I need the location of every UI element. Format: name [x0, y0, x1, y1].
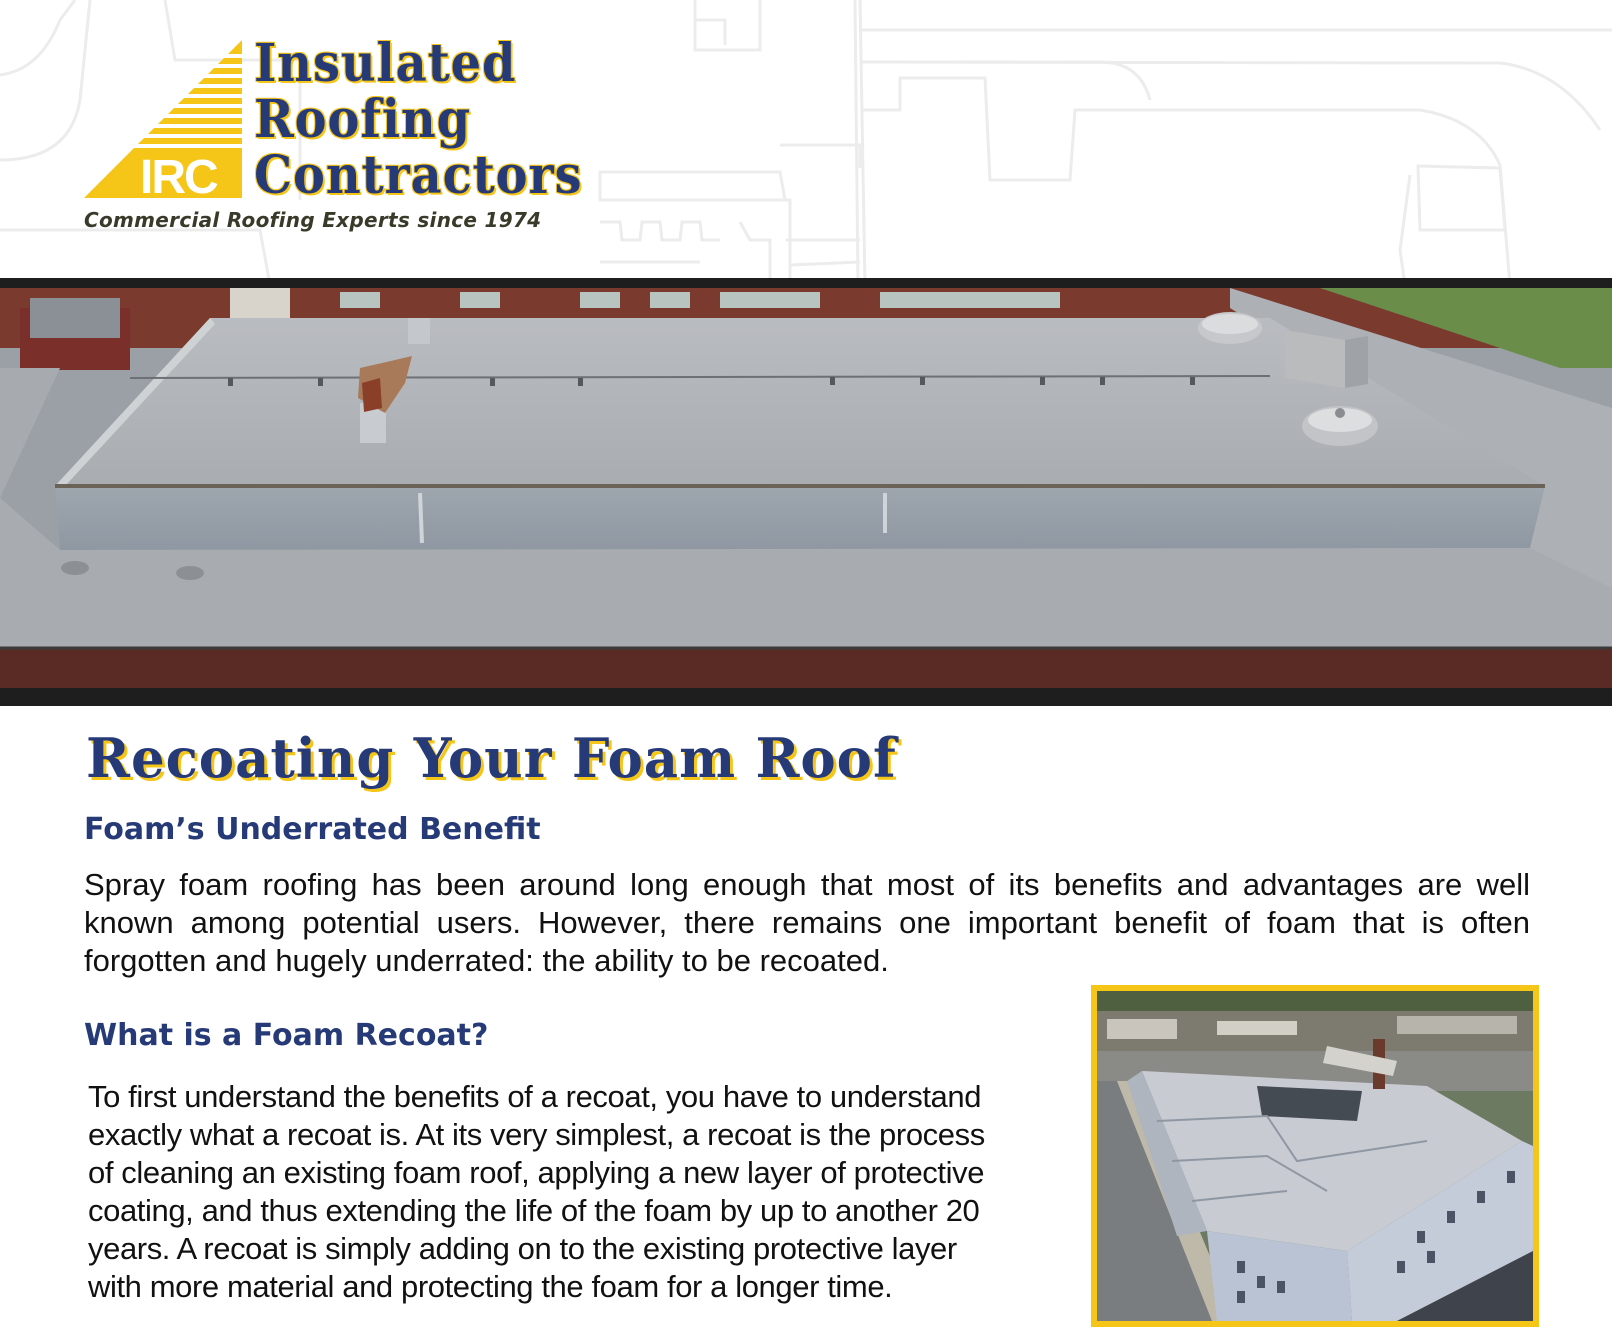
section-paragraph-underrated-benefit — [84, 866, 1530, 980]
article-title: Recoating Your Foam Roof — [86, 726, 897, 790]
paragraph-line: of cleaning an existing foam roof, applying a new layer of protective — [88, 1155, 985, 1190]
logo-monogram: IRC — [140, 151, 217, 204]
paragraph-line: exactly what a recoat is. At its very simplest, a recoat is the process — [88, 1117, 985, 1152]
section-heading-underrated-benefit: Foam’s Underrated Benefit — [84, 812, 541, 847]
paragraph-line: coating, and thus extending the life of the foam by up to another 20 — [88, 1193, 980, 1228]
page-header — [0, 0, 1612, 285]
paragraph-line: Spray foam roofing has been around long enough that most of its benefits and advantages are well — [84, 867, 1530, 902]
roof-photo-illustration — [0, 288, 1612, 688]
paragraph-line: To first understand the benefits of a recoat, you have to understand — [88, 1079, 982, 1114]
paragraph-line: years. A recoat is simply adding on to the existing protective layer — [88, 1231, 957, 1266]
company-tagline: Commercial Roofing Experts since 1974 — [84, 208, 542, 232]
inset-building-photo — [1091, 985, 1539, 1327]
aerial-building-illustration — [1097, 991, 1533, 1321]
section-paragraph-what-is-recoat — [88, 1078, 1038, 1306]
hero-banner — [0, 278, 1612, 706]
company-name — [254, 33, 583, 206]
hero-roof-photo — [0, 288, 1612, 688]
company-logo[interactable] — [84, 33, 604, 245]
paragraph-line: forgotten and hugely underrated: the ability to be recoated. — [84, 943, 889, 978]
company-name-line-1: Insulated — [254, 33, 517, 94]
section-heading-what-is-recoat: What is a Foam Recoat? — [84, 1018, 489, 1053]
company-name-line-3: Contractors — [254, 145, 583, 206]
company-name-line-2: Roofing — [254, 89, 472, 150]
paragraph-line: known among potential users. However, there remains one important benefit of foam that is often — [84, 905, 1530, 940]
paragraph-line: with more material and protecting the foam for a longer time. — [88, 1269, 893, 1304]
